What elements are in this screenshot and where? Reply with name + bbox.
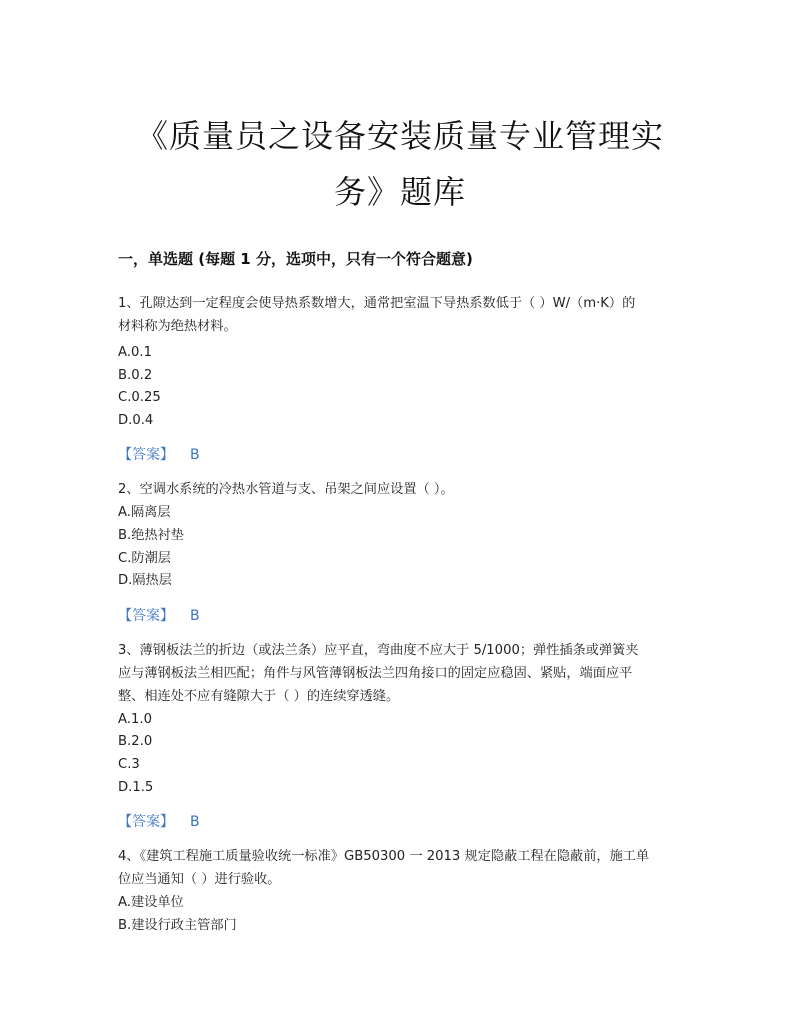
question-text-line: 应与薄钢板法兰相匹配；角件与风管薄钢板法兰四角接口的固定应稳固、紧贴，端面应平 [118,665,633,681]
answer-row [118,605,684,627]
answer-row [118,444,684,466]
answer-value: B [190,814,200,831]
option-a: A.1.0 [118,711,152,727]
option-d: D.0.4 [118,412,154,428]
option-c: C.防潮层 [118,550,171,566]
section-heading: 一，单选题 (每题 1 分，选项中，只有一个符合题意) [118,250,473,268]
option-b: B.建设行政主管部门 [118,917,237,933]
option-a: A.建设单位 [118,895,184,911]
answer-label: 【答案】 [118,607,174,624]
answer-label: 【答案】 [118,447,174,464]
option-d: D.隔热层 [118,573,172,589]
answer-value: B [190,607,200,624]
question-text-line: 位应当通知（ ）进行验收。 [118,872,281,888]
option-a: A.隔离层 [118,505,171,521]
question-3 [118,639,684,833]
question-list [118,292,684,937]
option-c: C.3 [118,756,140,772]
document-title [100,108,700,220]
question-text-line: 3、薄钢板法兰的折边（或法兰条）应平直，弯曲度不应大于 5/1000；弹性插条或弹簧夹 [118,642,639,658]
question-2 [118,478,684,626]
answer-label: 【答案】 [118,814,174,831]
title-line-2: 务》题库 [333,173,466,211]
option-b: B.2.0 [118,734,153,750]
question-text-line: 材料称为绝热材料。 [118,319,237,334]
answer-row [118,811,684,833]
option-d: D.1.5 [118,779,154,795]
answer-value: B [190,447,200,464]
question-text-line: 整、相连处不应有缝隙大于（ ）的连续穿透缝。 [118,688,400,704]
question-1 [118,292,684,466]
question-text-line: 4、《建筑工程施工质量验收统一标准》GB50300 一 2013 规定隐蔽工程在隐蔽前，施工单 [118,849,650,865]
question-text-line: 1、孔隙达到一定程度会使导热系数增大，通常把室温下导热系数低于（ ）W/（m·K）的 [118,296,636,311]
option-b: B.绝热衬垫 [118,527,184,543]
option-b: B.0.2 [118,367,153,383]
question-text-line: 2、空调水系统的冷热水管道与支、吊架之间应设置（ ）。 [118,482,454,498]
option-c: C.0.25 [118,390,161,406]
option-a: A.0.1 [118,345,152,360]
title-line-1: 《质量员之设备安装质量专业管理实 [135,117,664,155]
question-4 [118,845,684,937]
